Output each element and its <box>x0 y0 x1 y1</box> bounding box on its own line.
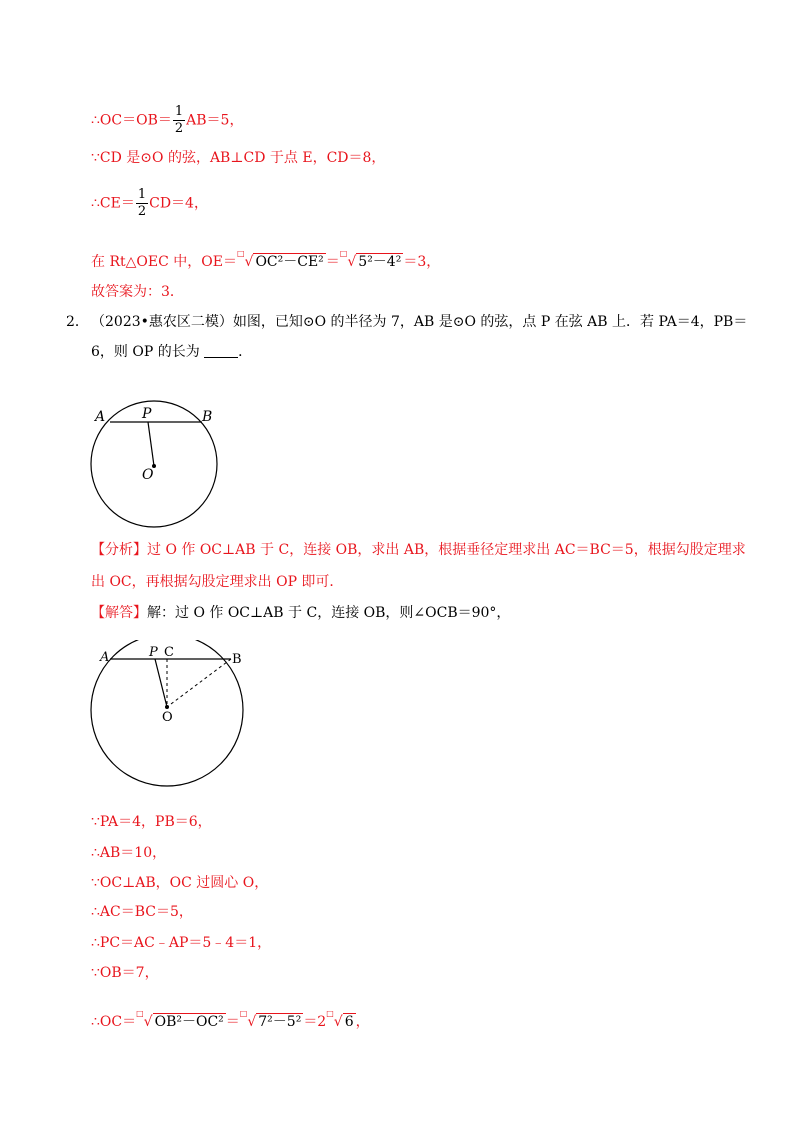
solution-line-2: ∵CD 是⊙O 的弦，AB⊥CD 于点 E，CD＝8， <box>91 150 386 166</box>
radical-sign: √ <box>247 1014 257 1030</box>
text: ． <box>238 344 253 360</box>
radical-sign: √ <box>333 1014 343 1030</box>
figure-2 <box>85 640 245 790</box>
step-line-7 <box>91 1004 370 1032</box>
placeholder-box: □ <box>236 249 245 258</box>
placeholder-box: □ <box>326 1009 334 1018</box>
radical <box>356 252 403 272</box>
text: ＝ <box>225 1014 240 1030</box>
analysis-line-2: 出 OC，再根据勾股定理求出 OP 即可． <box>91 574 344 590</box>
figure-1 <box>85 400 235 530</box>
placeholder-box: □ <box>136 1009 144 1018</box>
fraction-denominator: 2 <box>174 121 184 136</box>
segment-op <box>155 659 167 707</box>
step-line-6: ∵OB＝7， <box>91 965 159 981</box>
label-b: B <box>202 409 213 425</box>
radicand: OC²－CE² <box>255 254 324 270</box>
radicand: 6 <box>344 1014 354 1030</box>
answer-line <box>91 603 510 623</box>
label-o: O <box>162 710 173 725</box>
text: ∴OC＝ <box>91 1014 137 1030</box>
label-b: B <box>232 652 242 667</box>
segment-ob <box>167 659 231 707</box>
radicand: 5²－4² <box>358 254 402 270</box>
step-line-5: ∴PC＝AC﹣AP＝5﹣4＝1， <box>91 935 272 951</box>
radical <box>343 1012 356 1032</box>
question-number: 2． <box>66 314 89 330</box>
text: 6，则 OP 的长为 <box>91 344 200 360</box>
label-a: A <box>100 650 110 665</box>
radical-sign: √ <box>143 1014 153 1030</box>
solution-line-5: 故答案为：3． <box>91 284 184 300</box>
text: ＝3， <box>403 254 441 270</box>
radical-sign: √ <box>244 254 254 270</box>
label-c: C <box>164 645 174 660</box>
radicand: 7²－5² <box>258 1014 302 1030</box>
radical <box>153 1012 226 1032</box>
answer-tag: 【解答】 <box>91 605 147 621</box>
answer-text: 解：过 O 作 OC⊥AB 于 C，连接 OB，则∠OCB＝90°， <box>147 605 511 621</box>
text: 在 Rt△OEC 中，OE＝ <box>91 254 237 270</box>
fraction-denominator: 2 <box>137 204 147 219</box>
answer-blank <box>204 343 238 358</box>
text: AB＝5， <box>186 112 244 129</box>
segment-op <box>148 422 154 466</box>
radical <box>253 252 325 272</box>
label-p: P <box>142 406 152 422</box>
fraction-numerator: 1 <box>137 187 147 202</box>
radical <box>256 1012 303 1032</box>
text: ＝ <box>325 254 340 270</box>
solution-line-3 <box>91 187 208 220</box>
step-line-3: ∵OC⊥AB，OC 过圆心 O， <box>91 875 269 891</box>
text: ， <box>355 1014 370 1030</box>
step-line-1: ∵PA＝4，PB＝6， <box>91 814 212 830</box>
solution-line-1 <box>91 104 243 137</box>
analysis-line-1: 【分析】过 O 作 OC⊥AB 于 C，连接 OB，求出 AB，根据垂径定理求出 AC＝BC＝5，根据勾股定理求 <box>91 542 746 558</box>
radicand: OB²－OC² <box>154 1014 224 1030</box>
fraction <box>136 187 148 220</box>
fraction <box>173 104 185 137</box>
step-line-2: ∴AB＝10， <box>91 845 167 861</box>
question-line-2 <box>91 342 252 362</box>
placeholder-box: □ <box>239 1009 248 1018</box>
label-a: A <box>95 409 106 425</box>
text: ∴OC＝OB＝ <box>91 112 172 129</box>
step-line-4: ∴AC＝BC＝5， <box>91 904 193 920</box>
center-dot <box>165 705 169 709</box>
radical-sign: √ <box>347 254 357 270</box>
text: ∴CE＝ <box>91 195 135 212</box>
question-line-1: （2023•惠农区二模）如图，已知⊙O 的半径为 7，AB 是⊙O 的弦，点 P 在弦 AB 上．若 PA＝4，PB＝ <box>91 314 748 330</box>
label-o: O <box>142 467 154 483</box>
placeholder-box: □ <box>339 249 348 258</box>
fraction-numerator: 1 <box>174 104 184 119</box>
label-p: P <box>149 645 158 660</box>
text: ＝2 <box>303 1014 327 1030</box>
solution-line-4 <box>91 244 440 272</box>
text: CD＝4， <box>149 195 208 212</box>
